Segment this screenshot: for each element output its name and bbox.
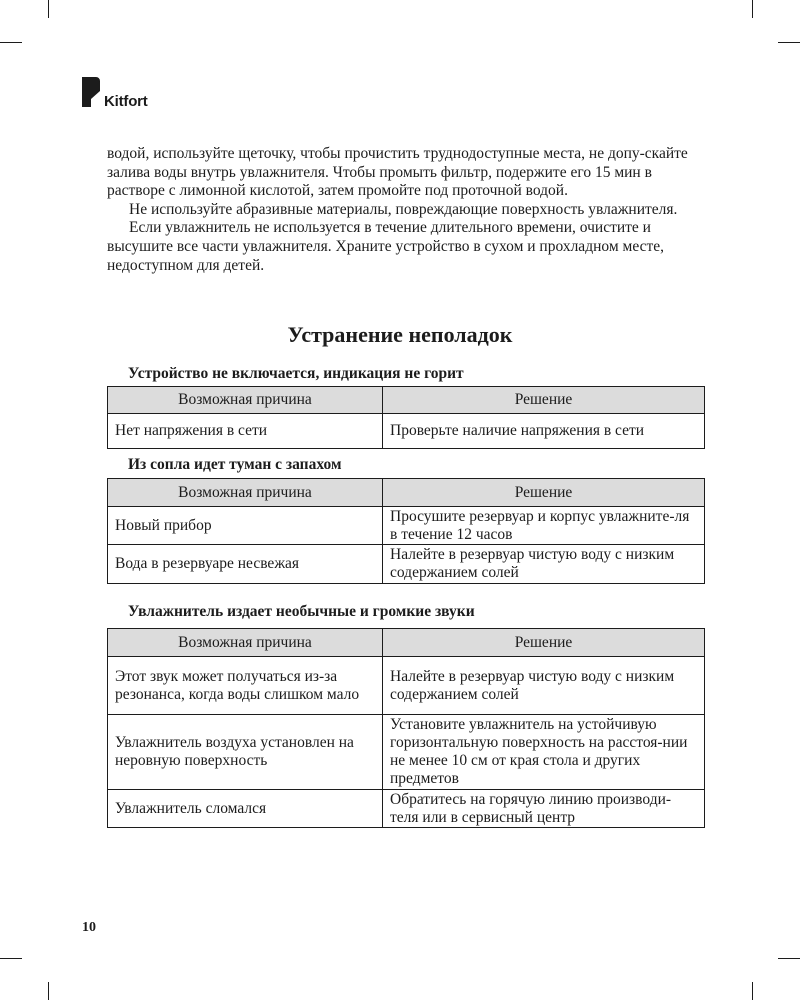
intro-paragraph: Если увлажнитель не используется в течение длительного времени, очистите и высушите все части увлажнителя. Храните устройство в сухом и прохладном месте, недоступном для детей. [107,219,664,274]
column-header-cause: Возможная причина [108,479,383,507]
troubleshooting-table [107,628,705,828]
brand-logo [82,77,172,117]
solution-cell: Обратитесь на горячую линию производи-теля или в сервисный центр [383,790,705,828]
troubleshooting-table [107,478,705,584]
column-header-solution: Решение [383,629,705,657]
brand-name: Kitfort [104,93,148,110]
cause-cell: Увлажнитель сломался [108,790,383,828]
table-row [108,507,705,545]
column-header-cause: Возможная причина [108,387,383,414]
column-header-cause: Возможная причина [108,629,383,657]
table-title: Из сопла идет туман с запахом [128,456,342,473]
table-row [108,545,705,584]
column-header-solution: Решение [383,479,705,507]
table-header-row [108,479,705,507]
table-row [108,790,705,828]
crop-mark [778,958,800,959]
solution-cell: Налейте в резервуар чистую воду с низким содержанием солей [383,657,705,715]
intro-paragraph: Не используйте абразивные материалы, повреждающие поверхность увлажнителя. [129,200,678,218]
table-row [108,414,705,449]
table-title: Увлажнитель издает необычные и громкие звуки [128,603,475,620]
solution-cell: Налейте в резервуар чистую воду с низким содержанием солей [383,545,705,584]
cause-cell: Увлажнитель воздуха установлен на неровную поверхность [108,715,383,790]
solution-cell: Установите увлажнитель на устойчивую горизонтальную поверхность на расстоя-нии не менее 10 см от края стола и других предметов [383,715,705,790]
crop-mark [0,958,22,959]
crop-mark [752,982,753,1000]
solution-cell: Проверьте наличие напряжения в сети [383,414,705,449]
intro-paragraph: водой, используйте щеточку, чтобы прочистить труднодоступные места, не допу-скайте залива воды внутрь увлажнителя. Чтобы промыть фильтр, подержите его 15 мин в растворе с лимонной кислотой, затем промойте под проточной водой. [107,145,688,200]
table-row [108,657,705,715]
table-row [108,715,705,790]
intro-text [107,145,707,275]
page-number: 10 [82,920,96,935]
column-header-solution: Решение [383,387,705,414]
crop-mark [752,0,753,18]
crop-mark [0,42,22,43]
section-title: Устранение неполадок [287,322,513,347]
cause-cell: Этот звук может получаться из-за резонанса, когда воды слишком мало [108,657,383,715]
cause-cell: Вода в резервуаре несвежая [108,545,383,584]
table-header-row [108,629,705,657]
table-header-row [108,387,705,414]
cause-cell: Новый прибор [108,507,383,545]
troubleshooting-table [107,386,705,449]
crop-mark [48,0,49,18]
solution-cell: Просушите резервуар и корпус увлажните-ля в течение 12 часов [383,507,705,545]
crop-mark [778,42,800,43]
crop-mark [48,982,49,1000]
cause-cell: Нет напряжения в сети [108,414,383,449]
brand-logo-icon [82,77,100,107]
table-title: Устройство не включается, индикация не горит [128,365,464,382]
